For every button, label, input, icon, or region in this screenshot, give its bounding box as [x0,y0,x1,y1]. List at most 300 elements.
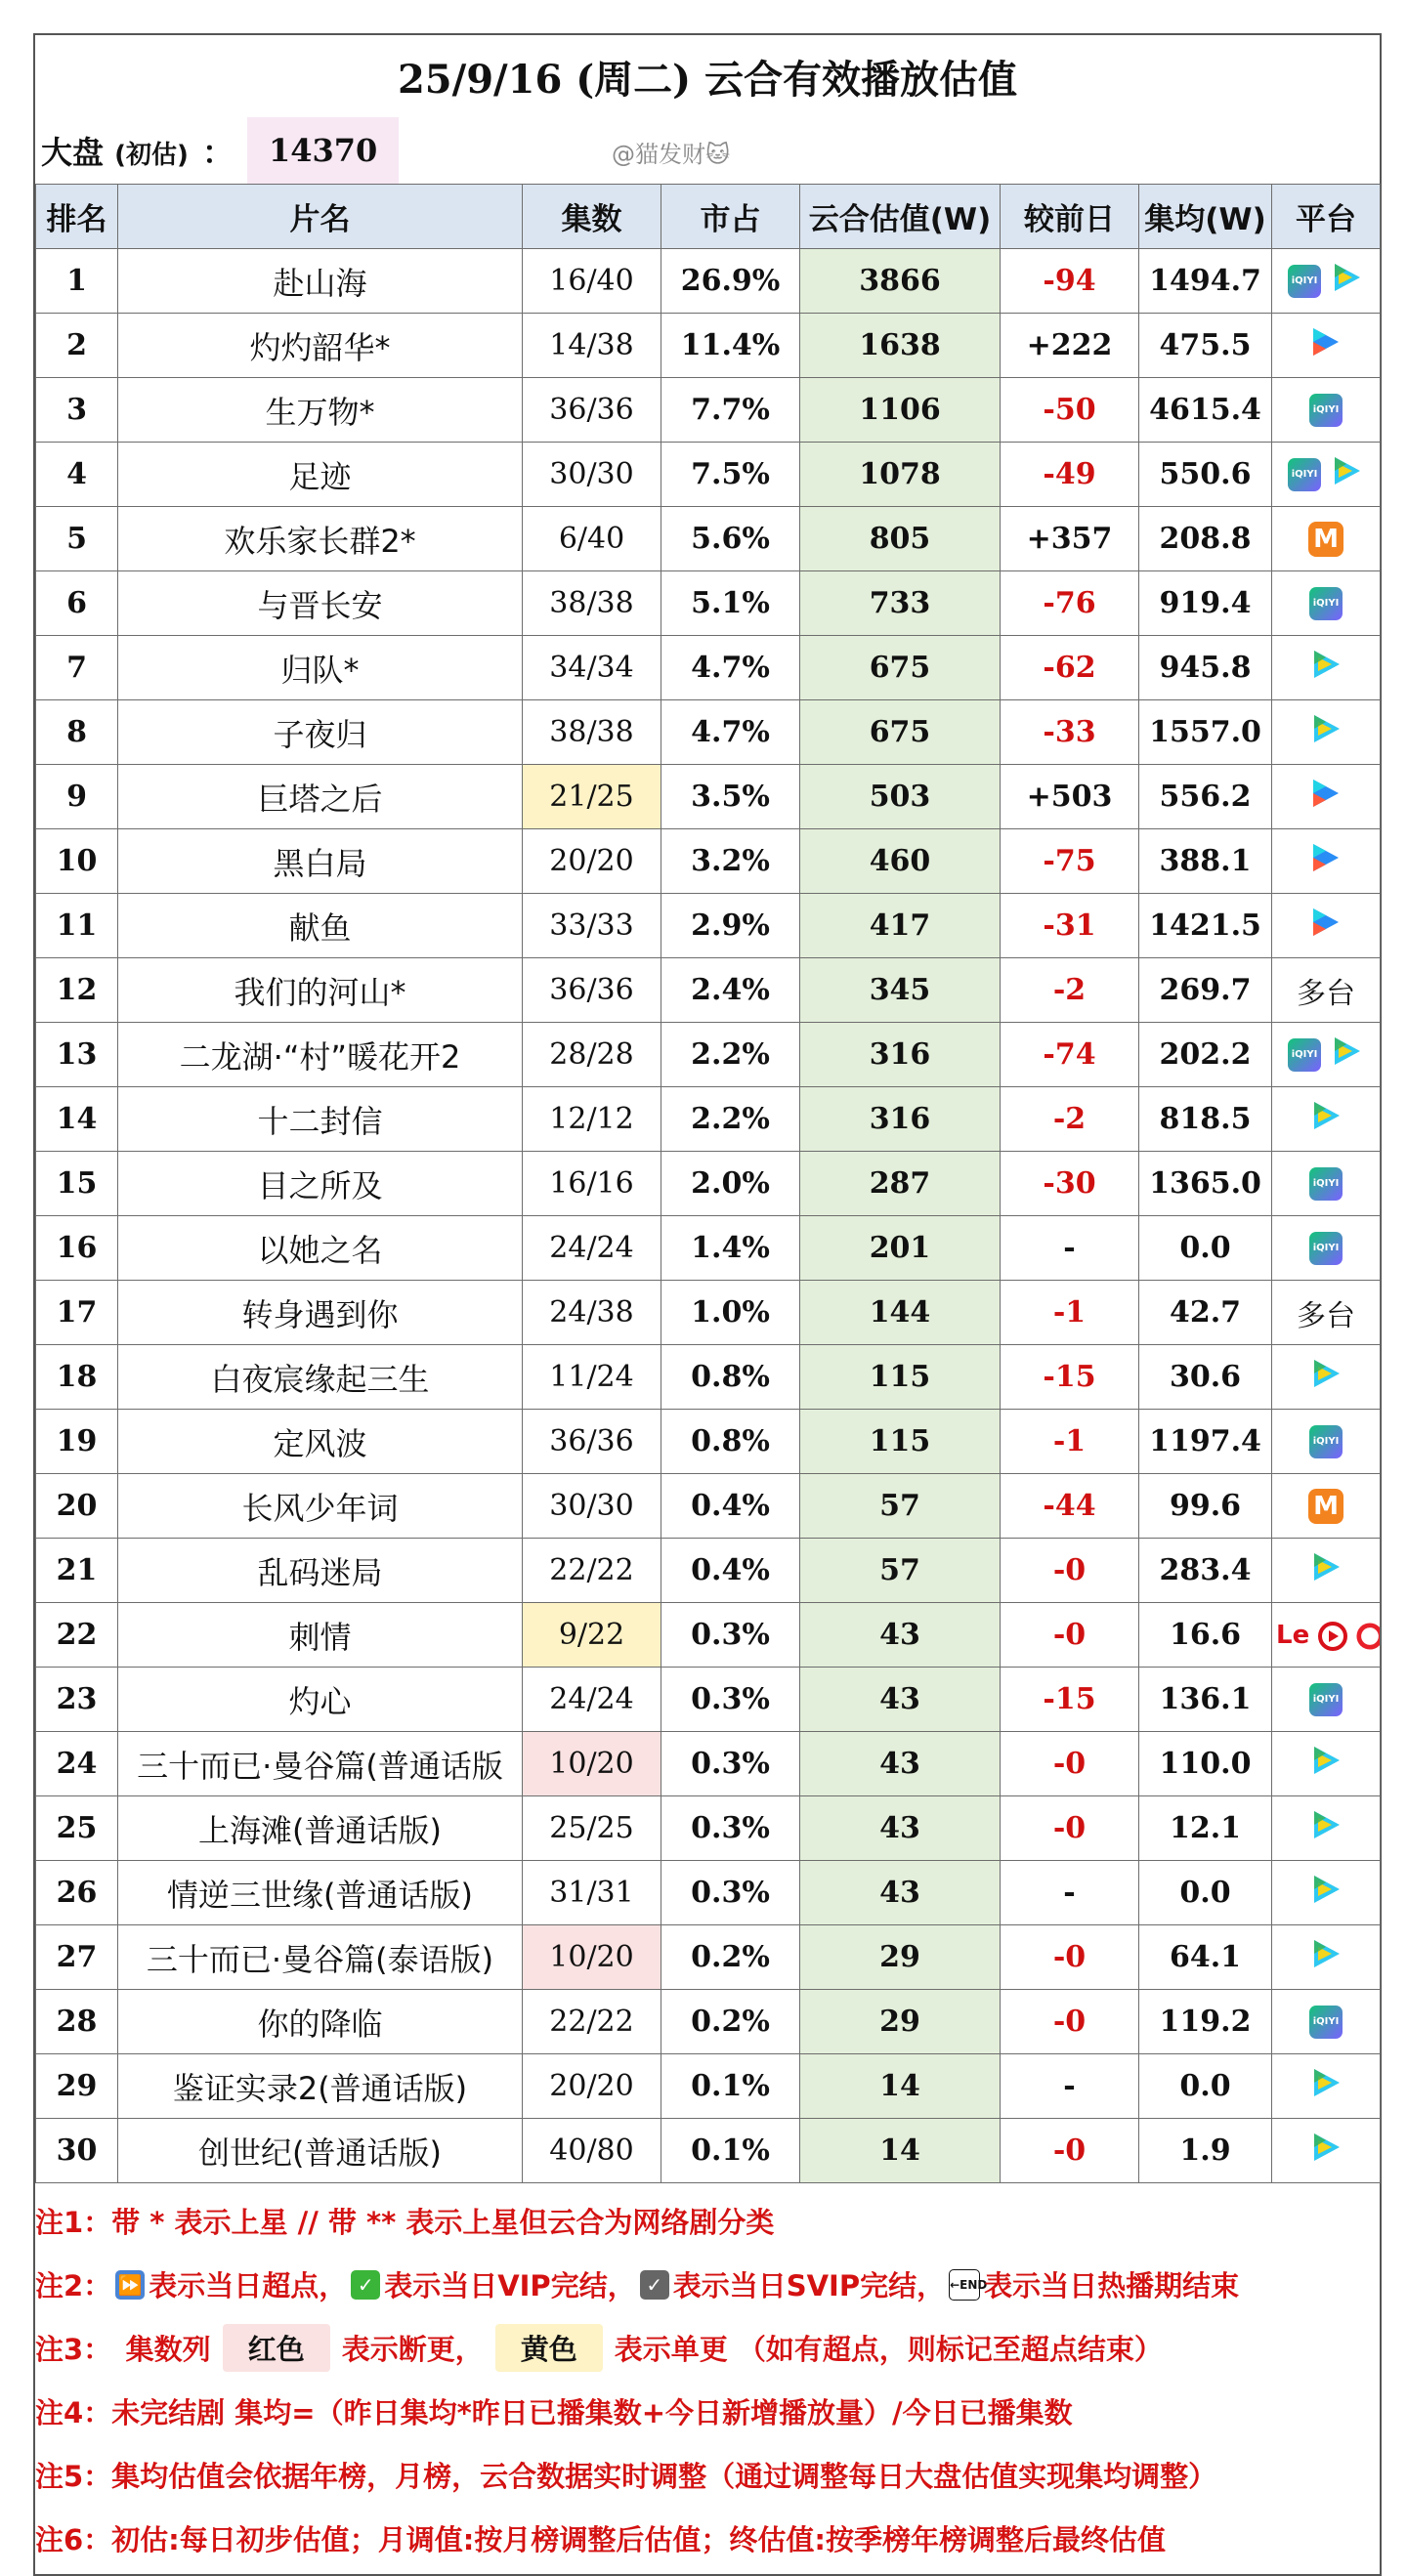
table-row [36,700,1381,765]
share-cell: 0.2% [661,1990,800,2054]
estimate-cell: 201 [800,1216,1001,1281]
iqiyi-icon: iQIYI [1309,1425,1343,1458]
change-cell: -76 [1001,571,1139,636]
share-cell: 0.1% [661,2119,800,2183]
episodes-cell: 22/22 [523,1990,661,2054]
share-cell: 2.9% [661,894,800,958]
platform-cell [1272,1410,1381,1474]
rank-cell: 10 [36,829,118,894]
estimate-cell: 14 [800,2054,1001,2119]
tencent-video-icon [1308,1098,1343,1141]
table-row [36,1861,1381,1925]
column-header: 片名 [118,185,523,249]
share-cell: 0.3% [661,1796,800,1861]
share-cell: 0.3% [661,1861,800,1925]
share-cell: 26.9% [661,249,800,314]
name-cell: 鉴证实录2(普通话版) [118,2054,523,2119]
episodes-cell: 11/24 [523,1345,661,1410]
estimate-cell: 733 [800,571,1001,636]
tencent-video-icon [1308,1549,1343,1592]
table-row [36,1732,1381,1796]
estimate-cell: 287 [800,1152,1001,1216]
episodes-cell: 36/36 [523,378,661,443]
market-row [35,117,1380,184]
average-cell: 388.1 [1139,829,1272,894]
estimate-cell: 417 [800,894,1001,958]
table-header-row [36,185,1381,249]
table-row [36,1152,1381,1216]
iqiyi-icon: iQIYI [1309,1683,1343,1716]
column-header: 较前日 [1001,185,1139,249]
youku-icon [1309,840,1343,883]
change-cell: -0 [1001,1796,1139,1861]
tencent-video-icon [1308,1743,1343,1786]
platform-cell [1272,443,1381,507]
episodes-cell: 24/24 [523,1668,661,1732]
episodes-cell: 20/20 [523,829,661,894]
share-cell: 0.3% [661,1603,800,1668]
ratings-sheet [33,33,1382,2576]
platform-cell [1272,2119,1381,2183]
note-3-prefix: 注3： 集数列 [35,2333,211,2366]
average-cell: 30.6 [1139,1345,1272,1410]
iqiyi-icon: iQIYI [1309,2006,1343,2039]
change-cell: -75 [1001,829,1139,894]
note-2-b: 表示当日VIP完结， [384,2269,636,2302]
average-cell: 1.9 [1139,2119,1272,2183]
rank-cell: 7 [36,636,118,700]
platform-cell [1272,314,1381,378]
change-cell: -15 [1001,1345,1139,1410]
average-cell: 4615.4 [1139,378,1272,443]
average-cell: 0.0 [1139,1216,1272,1281]
average-cell: 475.5 [1139,314,1272,378]
estimate-cell: 57 [800,1539,1001,1603]
change-cell: - [1001,2054,1139,2119]
rank-cell: 1 [36,249,118,314]
rank-cell: 16 [36,1216,118,1281]
average-cell: 136.1 [1139,1668,1272,1732]
name-cell: 以她之名 [118,1216,523,1281]
share-cell: 5.6% [661,507,800,571]
market-label-text: 大盘 [41,134,105,171]
episodes-cell: 20/20 [523,2054,661,2119]
rank-cell: 21 [36,1539,118,1603]
episodes-cell: 38/38 [523,571,661,636]
rank-cell: 22 [36,1603,118,1668]
episodes-cell: 16/16 [523,1152,661,1216]
table-row [36,1216,1381,1281]
average-cell: 550.6 [1139,443,1272,507]
rank-cell: 20 [36,1474,118,1539]
note-2-a: 表示当日超点， [149,2269,348,2302]
tencent-video-icon [1308,1356,1343,1399]
rank-cell: 2 [36,314,118,378]
estimate-cell: 1078 [800,443,1001,507]
column-header: 排名 [36,185,118,249]
tencent-video-icon [1308,1872,1343,1915]
change-cell: -2 [1001,1087,1139,1152]
table-row [36,1281,1381,1345]
platform-cell [1272,1603,1381,1668]
name-cell: 定风波 [118,1410,523,1474]
platform-cell [1272,249,1381,314]
table-row [36,378,1381,443]
estimate-cell: 43 [800,1796,1001,1861]
share-cell: 0.2% [661,1925,800,1990]
note-2-prefix: 注2： [35,2269,112,2302]
watermark: @猫发财🐱 [612,141,731,168]
table-row [36,1668,1381,1732]
ratings-table [35,184,1381,2183]
average-cell: 283.4 [1139,1539,1272,1603]
note-3-mid: 表示断更， [341,2333,484,2366]
notes-section [35,2183,1380,2574]
name-cell: 归队* [118,636,523,700]
estimate-cell: 805 [800,507,1001,571]
share-cell: 0.3% [661,1668,800,1732]
name-cell: 献鱼 [118,894,523,958]
share-cell: 2.0% [661,1152,800,1216]
table-row [36,507,1381,571]
check-box-icon: ✓ [640,2270,669,2300]
share-cell: 0.8% [661,1345,800,1410]
rank-cell: 28 [36,1990,118,2054]
episodes-cell: 24/24 [523,1216,661,1281]
mango-tv-icon: M [1308,1489,1343,1524]
table-row [36,1603,1381,1668]
platform-cell [1272,1345,1381,1410]
episodes-cell: 40/80 [523,2119,661,2183]
name-cell: 二龙湖·“村”暖花开2 [118,1023,523,1087]
platform-cell [1272,571,1381,636]
column-header: 云合估值(W) [800,185,1001,249]
rank-cell: 3 [36,378,118,443]
iqiyi-icon: iQIYI [1288,265,1321,298]
estimate-cell: 144 [800,1281,1001,1345]
check-mark-icon: ✓ [351,2270,380,2300]
change-cell: -0 [1001,1539,1139,1603]
name-cell: 与晋长安 [118,571,523,636]
share-cell: 2.4% [661,958,800,1023]
estimate-cell: 115 [800,1410,1001,1474]
youku-icon [1309,776,1343,819]
iqiyi-icon: iQIYI [1309,1232,1343,1265]
note-3-yellow-pill: 黄色 [495,2324,603,2372]
average-cell: 42.7 [1139,1281,1272,1345]
estimate-cell: 675 [800,700,1001,765]
name-cell: 情逆三世缘(普通话版) [118,1861,523,1925]
change-cell: -0 [1001,1603,1139,1668]
iqiyi-icon: iQIYI [1309,587,1343,620]
episodes-cell: 25/25 [523,1796,661,1861]
estimate-cell: 29 [800,1990,1001,2054]
market-colon: ： [201,134,234,171]
change-cell: -15 [1001,1668,1139,1732]
name-cell: 生万物* [118,378,523,443]
rank-cell: 13 [36,1023,118,1087]
note-3-red-pill: 红色 [223,2324,330,2372]
change-cell: -0 [1001,1732,1139,1796]
estimate-cell: 14 [800,2119,1001,2183]
platform-text: 多台 [1297,976,1355,1011]
share-cell: 2.2% [661,1087,800,1152]
episodes-cell: 28/28 [523,1023,661,1087]
column-header: 平台 [1272,185,1381,249]
name-cell: 转身遇到你 [118,1281,523,1345]
change-cell: -31 [1001,894,1139,958]
average-cell: 818.5 [1139,1087,1272,1152]
average-cell: 1365.0 [1139,1152,1272,1216]
estimate-cell: 675 [800,636,1001,700]
rank-cell: 14 [36,1087,118,1152]
share-cell: 1.0% [661,1281,800,1345]
platform-cell [1272,1796,1381,1861]
platform-cell [1272,958,1381,1023]
rank-cell: 6 [36,571,118,636]
fast-forward-icon: ⏩ [115,2270,145,2300]
table-body [36,249,1381,2183]
table-row [36,1345,1381,1410]
share-cell: 3.2% [661,829,800,894]
average-cell: 1557.0 [1139,700,1272,765]
title-text: 25/9/16 (周二) 云合有效播放估值 [397,56,1018,103]
change-cell: -49 [1001,443,1139,507]
table-row [36,894,1381,958]
table-row [36,958,1381,1023]
average-cell: 1421.5 [1139,894,1272,958]
name-cell: 欢乐家长群2* [118,507,523,571]
table-row [36,1796,1381,1861]
share-cell: 4.7% [661,636,800,700]
note-5: 注5：集均估值会依据年榜，月榜，云合数据实时调整（通过调整每日大盘估值实现集均调整） [35,2460,1217,2493]
table-row [36,1925,1381,1990]
table-row [36,443,1381,507]
name-cell: 创世纪(普通话版) [118,2119,523,2183]
table-row [36,829,1381,894]
table-row [36,765,1381,829]
average-cell: 269.7 [1139,958,1272,1023]
average-cell: 1494.7 [1139,249,1272,314]
rank-cell: 29 [36,2054,118,2119]
table-row [36,571,1381,636]
episodes-cell: 38/38 [523,700,661,765]
platform-cell [1272,1732,1381,1796]
platform-cell [1272,1474,1381,1539]
average-cell: 556.2 [1139,765,1272,829]
estimate-cell: 29 [800,1925,1001,1990]
share-cell: 1.4% [661,1216,800,1281]
platform-cell [1272,1990,1381,2054]
name-cell: 刺情 [118,1603,523,1668]
table-row [36,249,1381,314]
average-cell: 919.4 [1139,571,1272,636]
platform-cell [1272,1925,1381,1990]
tencent-video-icon [1329,260,1364,303]
estimate-cell: 115 [800,1345,1001,1410]
rank-cell: 11 [36,894,118,958]
market-value: 14370 [247,117,399,184]
share-cell: 7.7% [661,378,800,443]
rank-cell: 19 [36,1410,118,1474]
name-cell: 黑白局 [118,829,523,894]
letv-icon: Le [1276,1621,1381,1651]
name-cell: 上海滩(普通话版) [118,1796,523,1861]
episodes-cell: 16/40 [523,249,661,314]
episodes-cell: 6/40 [523,507,661,571]
note-1: 注1：带 * 表示上星 // 带 ** 表示上星但云合为网络剧分类 [35,2206,775,2239]
change-cell: -33 [1001,700,1139,765]
estimate-cell: 43 [800,1732,1001,1796]
rank-cell: 25 [36,1796,118,1861]
change-cell: +357 [1001,507,1139,571]
estimate-cell: 57 [800,1474,1001,1539]
youku-icon [1309,324,1343,367]
episodes-cell: 10/20 [523,1732,661,1796]
rank-cell: 17 [36,1281,118,1345]
episodes-cell: 31/31 [523,1861,661,1925]
platform-cell [1272,1023,1381,1087]
rank-cell: 12 [36,958,118,1023]
platform-cell [1272,700,1381,765]
change-cell: -2 [1001,958,1139,1023]
table-row [36,2054,1381,2119]
average-cell: 1197.4 [1139,1410,1272,1474]
estimate-cell: 1106 [800,378,1001,443]
iqiyi-icon: iQIYI [1288,458,1321,491]
name-cell: 灼心 [118,1668,523,1732]
rank-cell: 9 [36,765,118,829]
change-cell: -0 [1001,2119,1139,2183]
share-cell: 0.3% [661,1732,800,1796]
episodes-cell: 30/30 [523,1474,661,1539]
column-header: 市占 [661,185,800,249]
rank-cell: 23 [36,1668,118,1732]
table-row [36,1539,1381,1603]
name-cell: 灼灼韶华* [118,314,523,378]
average-cell: 945.8 [1139,636,1272,700]
episodes-cell: 34/34 [523,636,661,700]
average-cell: 202.2 [1139,1023,1272,1087]
change-cell: -0 [1001,1990,1139,2054]
average-cell: 16.6 [1139,1603,1272,1668]
iqiyi-icon: iQIYI [1309,394,1343,427]
change-cell: - [1001,1861,1139,1925]
rank-cell: 18 [36,1345,118,1410]
note-3-end: 表示单更 （如有超点，则标记至超点结束） [614,2333,1163,2366]
average-cell: 208.8 [1139,507,1272,571]
name-cell: 三十而已·曼谷篇(泰语版) [118,1925,523,1990]
name-cell: 目之所及 [118,1152,523,1216]
tencent-video-icon [1308,1936,1343,1979]
change-cell: -74 [1001,1023,1139,1087]
note-2-c: 表示当日SVIP完结， [672,2269,946,2302]
estimate-cell: 3866 [800,249,1001,314]
estimate-cell: 43 [800,1861,1001,1925]
column-header: 集数 [523,185,661,249]
tencent-video-icon [1308,2065,1343,2108]
estimate-cell: 345 [800,958,1001,1023]
name-cell: 我们的河山* [118,958,523,1023]
average-cell: 0.0 [1139,1861,1272,1925]
rank-cell: 15 [36,1152,118,1216]
name-cell: 长风少年词 [118,1474,523,1539]
share-cell: 0.1% [661,2054,800,2119]
platform-cell [1272,1539,1381,1603]
episodes-cell: 10/20 [523,1925,661,1990]
column-header: 集均(W) [1139,185,1272,249]
average-cell: 0.0 [1139,2054,1272,2119]
page-title [35,35,1380,117]
mango-tv-icon: M [1308,522,1343,557]
platform-cell [1272,378,1381,443]
average-cell: 110.0 [1139,1732,1272,1796]
platform-cell [1272,765,1381,829]
share-cell: 3.5% [661,765,800,829]
table-row [36,1087,1381,1152]
estimate-cell: 316 [800,1087,1001,1152]
platform-cell [1272,1281,1381,1345]
platform-cell [1272,894,1381,958]
end-arrow-icon: ←END [949,2269,980,2301]
table-row [36,314,1381,378]
change-cell: -50 [1001,378,1139,443]
episodes-cell: 30/30 [523,443,661,507]
share-cell: 2.2% [661,1023,800,1087]
name-cell: 足迹 [118,443,523,507]
average-cell: 64.1 [1139,1925,1272,1990]
iqiyi-icon: iQIYI [1288,1038,1321,1072]
table-row [36,1990,1381,2054]
name-cell: 赴山海 [118,249,523,314]
change-cell: -1 [1001,1410,1139,1474]
episodes-cell: 36/36 [523,958,661,1023]
episodes-cell: 21/25 [523,765,661,829]
name-cell: 白夜宸缘起三生 [118,1345,523,1410]
change-cell: -62 [1001,636,1139,700]
table-row [36,1023,1381,1087]
average-cell: 99.6 [1139,1474,1272,1539]
estimate-cell: 1638 [800,314,1001,378]
change-cell: -30 [1001,1152,1139,1216]
name-cell: 十二封信 [118,1087,523,1152]
share-cell: 11.4% [661,314,800,378]
share-cell: 0.4% [661,1474,800,1539]
rank-cell: 24 [36,1732,118,1796]
note-6: 注6：初估:每日初步估值；月调值:按月榜调整后估值；终估值:按季榜年榜调整后最终估值 [35,2523,1166,2556]
episodes-cell: 14/38 [523,314,661,378]
episodes-cell: 12/12 [523,1087,661,1152]
name-cell: 三十而已·曼谷篇(普通话版 [118,1732,523,1796]
share-cell: 0.8% [661,1410,800,1474]
episodes-cell: 36/36 [523,1410,661,1474]
platform-cell [1272,1216,1381,1281]
change-cell: +503 [1001,765,1139,829]
estimate-cell: 503 [800,765,1001,829]
change-cell: - [1001,1216,1139,1281]
table-row [36,2119,1381,2183]
rank-cell: 8 [36,700,118,765]
change-cell: -1 [1001,1281,1139,1345]
change-cell: +222 [1001,314,1139,378]
platform-cell [1272,1668,1381,1732]
rank-cell: 26 [36,1861,118,1925]
platform-cell [1272,636,1381,700]
estimate-cell: 316 [800,1023,1001,1087]
name-cell: 巨塔之后 [118,765,523,829]
rank-cell: 27 [36,1925,118,1990]
tencent-video-icon [1308,2130,1343,2173]
